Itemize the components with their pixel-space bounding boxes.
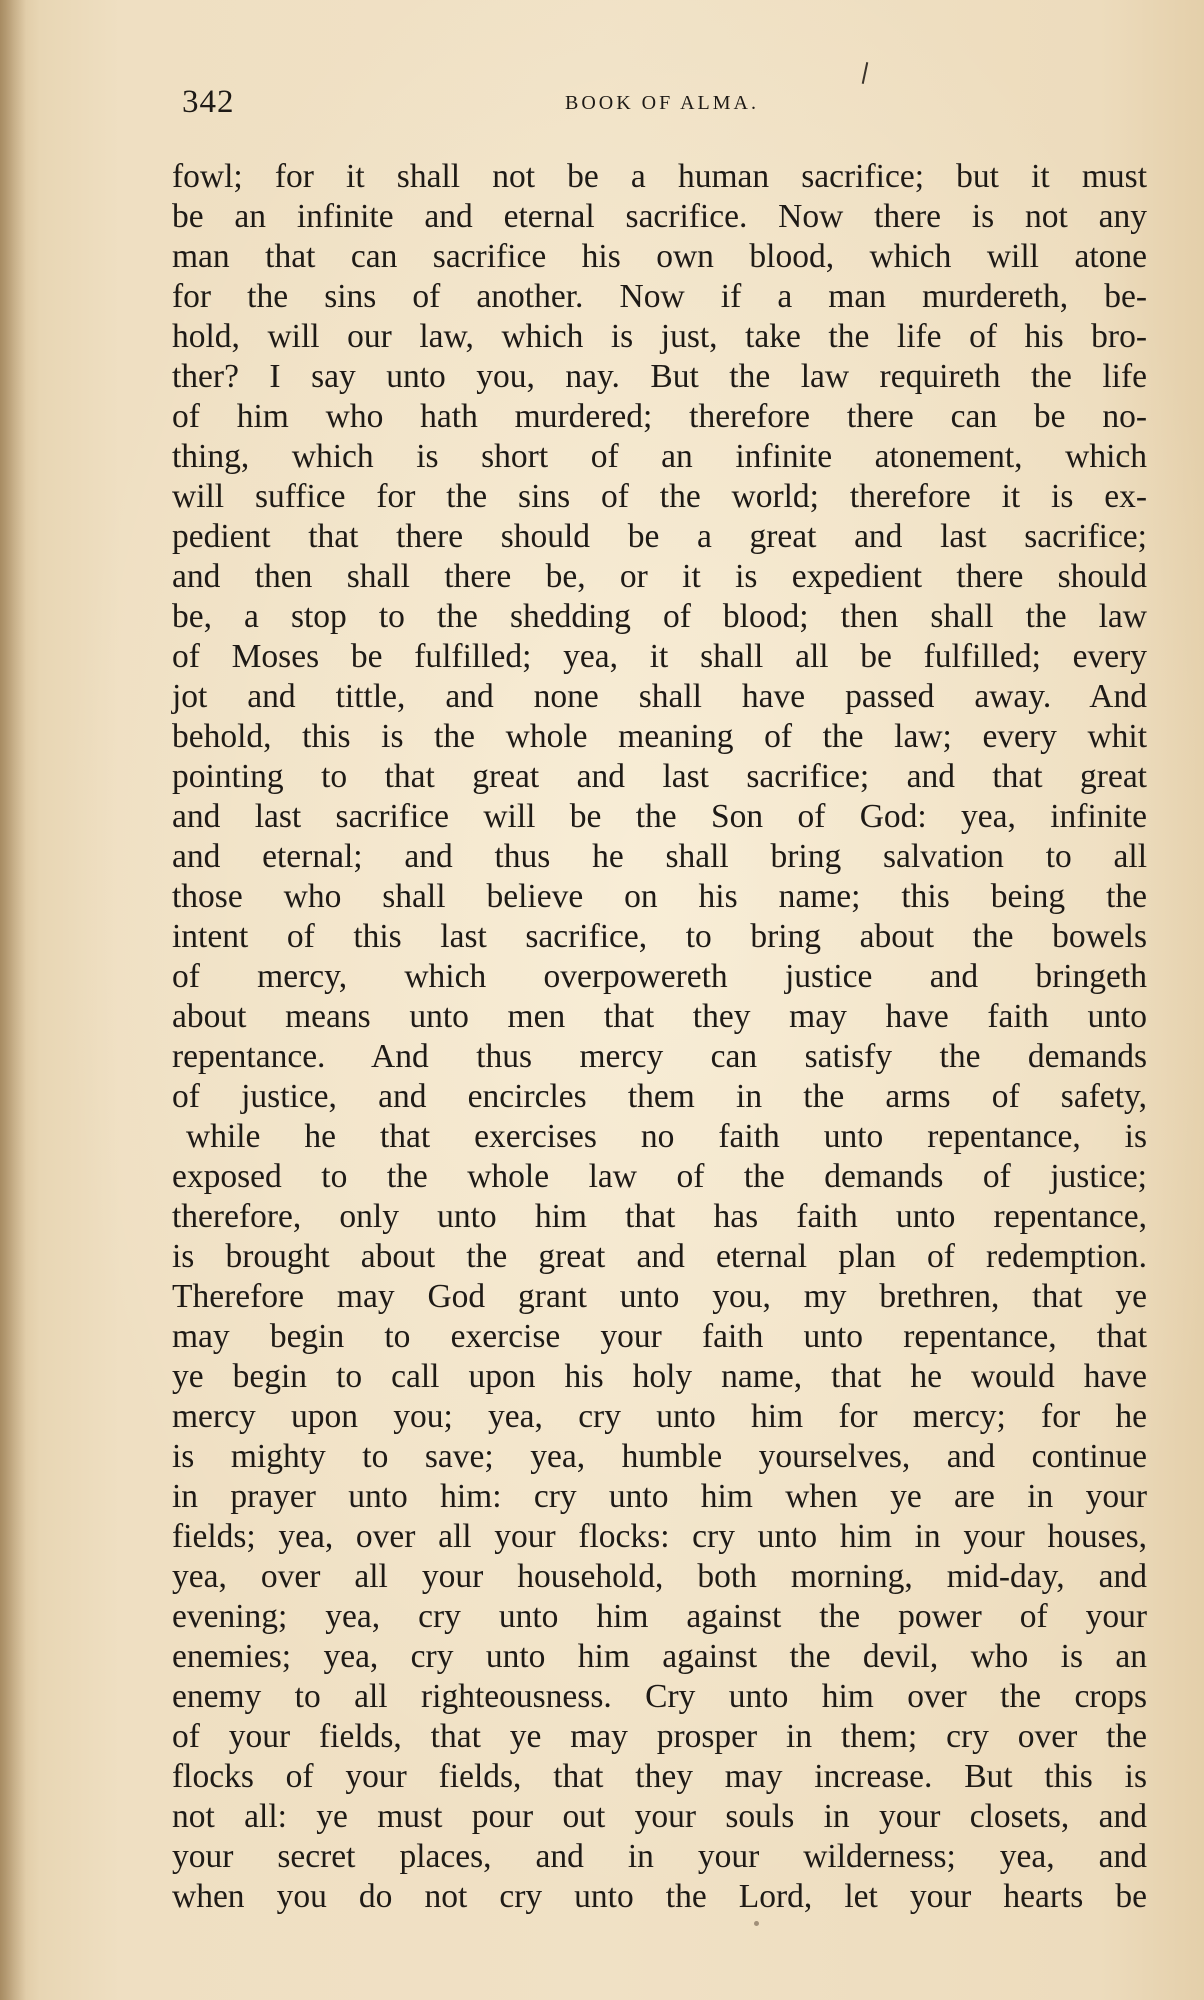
text-line: your secret places, and in your wilderness; yea, and bbox=[172, 1838, 1147, 1875]
text-line: flocks of your fields, that they may increase. But this is bbox=[172, 1758, 1147, 1795]
text-line: yea, over all your household, both morning, mid-day, and bbox=[172, 1558, 1147, 1595]
text-line: be an infinite and eternal sacrifice. Now there is not any bbox=[172, 198, 1147, 235]
text-line: ye begin to call upon his holy name, that he would have bbox=[172, 1358, 1147, 1395]
running-head: BOOK OF ALMA. bbox=[564, 92, 760, 114]
text-line: fowl; for it shall not be a human sacrifice; but it must bbox=[172, 158, 1147, 195]
text-line: pedient that there should be a great and last sacrifice; bbox=[172, 518, 1147, 555]
text-line: for the sins of another. Now if a man murdereth, be- bbox=[172, 278, 1147, 315]
text-line: Therefore may God grant unto you, my brethren, that ye bbox=[172, 1278, 1147, 1315]
text-line: thing, which is short of an infinite atonement, which bbox=[172, 438, 1147, 475]
binding-gutter-shadow bbox=[0, 0, 26, 2000]
text-line: and last sacrifice will be the Son of God: yea, infinite bbox=[172, 798, 1147, 835]
text-line: of him who hath murdered; therefore there can be no- bbox=[172, 398, 1147, 435]
text-line: is mighty to save; yea, humble yourselves, and continue bbox=[172, 1438, 1147, 1475]
text-line: about means unto men that they may have faith unto bbox=[172, 998, 1147, 1035]
text-line: of your fields, that ye may prosper in them; cry over the bbox=[172, 1718, 1147, 1755]
text-line: jot and tittle, and none shall have passed away. And bbox=[172, 678, 1147, 715]
text-line: enemies; yea, cry unto him against the devil, who is an bbox=[172, 1638, 1147, 1675]
text-line: hold, will our law, which is just, take the life of his bro- bbox=[172, 318, 1147, 355]
pen-mark bbox=[862, 62, 869, 84]
text-line: not all: ye must pour out your souls in your closets, and bbox=[172, 1798, 1147, 1835]
text-line: evening; yea, cry unto him against the power of your bbox=[172, 1598, 1147, 1635]
text-line: pointing to that great and last sacrifice; and that great bbox=[172, 758, 1147, 795]
text-line: will suffice for the sins of the world; therefore it is ex- bbox=[172, 478, 1147, 515]
text-line: in prayer unto him: cry unto him when ye are in your bbox=[172, 1478, 1147, 1515]
text-line: fields; yea, over all your flocks: cry unto him in your houses, bbox=[172, 1518, 1147, 1555]
text-line: enemy to all righteousness. Cry unto him over the crops bbox=[172, 1678, 1147, 1715]
text-line: be, a stop to the shedding of blood; then shall the law bbox=[172, 598, 1147, 635]
text-line: mercy upon you; yea, cry unto him for mercy; for he bbox=[172, 1398, 1147, 1435]
text-line: while he that exercises no faith unto repentance, is bbox=[186, 1118, 1147, 1155]
body-text bbox=[172, 157, 1147, 1917]
text-line: may begin to exercise your faith unto repentance, that bbox=[172, 1318, 1147, 1355]
text-line: and eternal; and thus he shall bring salvation to all bbox=[172, 838, 1147, 875]
page-number: 342 bbox=[182, 84, 235, 120]
text-line: is brought about the great and eternal plan of redemption. bbox=[172, 1238, 1147, 1275]
text-line: therefore, only unto him that has faith unto repentance, bbox=[172, 1198, 1147, 1235]
text-line: and then shall there be, or it is expedient there should bbox=[172, 558, 1147, 595]
page-header bbox=[182, 84, 1142, 124]
text-line: when you do not cry unto the Lord, let your hearts be bbox=[172, 1878, 1147, 1915]
text-line: repentance. And thus mercy can satisfy the demands bbox=[172, 1038, 1147, 1075]
text-line: man that can sacrifice his own blood, which will atone bbox=[172, 238, 1147, 275]
text-line: intent of this last sacrifice, to bring about the bowels bbox=[172, 918, 1147, 955]
text-line: of Moses be fulfilled; yea, it shall all be fulfilled; every bbox=[172, 638, 1147, 675]
text-line: those who shall believe on his name; this being the bbox=[172, 878, 1147, 915]
text-line: exposed to the whole law of the demands of justice; bbox=[172, 1158, 1147, 1195]
text-line: ther? I say unto you, nay. But the law requireth the life bbox=[172, 358, 1147, 395]
text-line: behold, this is the whole meaning of the law; every whit bbox=[172, 718, 1147, 755]
text-line: of justice, and encircles them in the arms of safety, bbox=[172, 1078, 1147, 1115]
paper-speck bbox=[754, 1921, 759, 1926]
text-line: of mercy, which overpowereth justice and bringeth bbox=[172, 958, 1147, 995]
